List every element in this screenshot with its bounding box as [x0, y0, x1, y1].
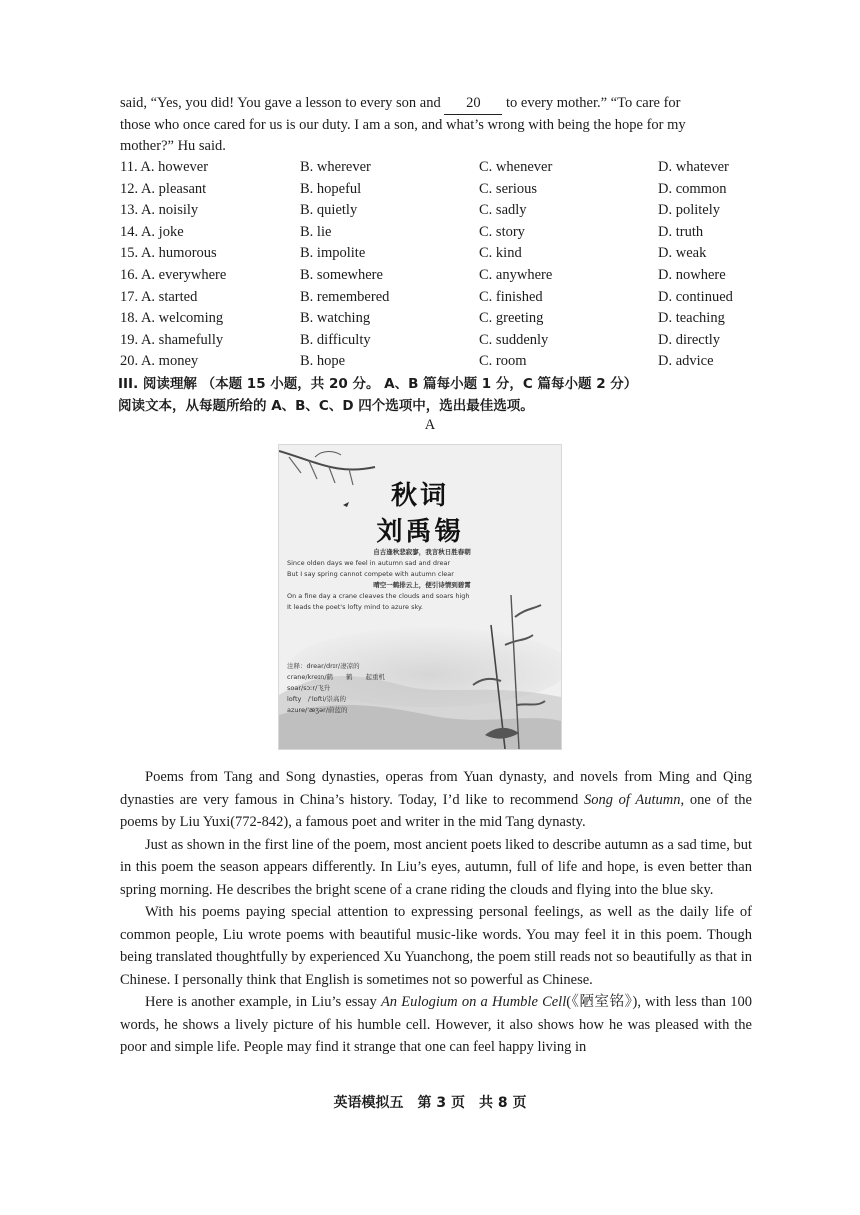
passage-paragraph: Poems from Tang and Song dynasties, operas from Yuan dynasty, and novels from Ming and Qing dynasties are very famous in China’s history. Today, I’d like to recommend Song of Autumn, one of the poems by Liu Yuxi(772-842), a famous poet and writer in the mid Tang dynasty. — [120, 769, 752, 830]
option-a: 12. A. pleasant — [120, 180, 207, 197]
section-heading: III. 阅读理解 （本题 15 小题，共 20 分。 A、B 篇每小题 1 分，C 篇每小题 2 分） — [118, 376, 638, 392]
option-a: 18. A. welcoming — [120, 310, 224, 327]
option-d: D. politely — [658, 202, 721, 219]
passage-paragraph: Just as shown in the first line of the poem, most ancient poets liked to describe autumn as a sad time, but in this poem the season appears differently. In Liu’s eyes, autumn, full of life and hope, is even better than spring morning. He describes the bright scene of a crane riding the clouds and flying into the blue sky. — [120, 836, 752, 898]
option-row — [120, 265, 760, 287]
poem-note: crane/kreɪn/鹤 鹤 起重机 — [287, 673, 386, 681]
option-c: C. serious — [479, 180, 537, 197]
cloze-options — [120, 157, 760, 373]
intro-line-3: mother?” Hu said. — [120, 138, 226, 154]
option-row — [120, 222, 760, 244]
option-d: D. common — [658, 180, 727, 197]
option-b: B. watching — [300, 310, 371, 327]
option-row — [120, 200, 760, 222]
option-row — [120, 330, 760, 352]
option-a: 14. A. joke — [120, 223, 184, 240]
option-d: D. teaching — [658, 310, 725, 327]
option-row — [120, 287, 760, 309]
option-a: 16. A. everywhere — [120, 266, 227, 283]
option-a: 11. A. however — [120, 159, 209, 175]
option-a: 13. A. noisily — [120, 202, 199, 219]
option-d: D. weak — [658, 245, 707, 262]
cloze-passage-end — [120, 93, 740, 157]
blank-20: 20 — [444, 93, 502, 115]
option-row — [120, 157, 760, 179]
section-instruction: 阅读文本，从每题所给的 A、B、C、D 四个选项中，选出最佳选项。 — [118, 398, 534, 414]
option-a: 15. A. humorous — [120, 245, 217, 262]
option-row — [120, 351, 760, 373]
poem-note: azure/ˈæʒər/蔚蓝的 — [287, 706, 348, 714]
option-c: C. anywhere — [479, 266, 553, 283]
option-c: C. suddenly — [479, 331, 549, 348]
poem-author: 刘禹锡 — [376, 517, 464, 547]
poem-line: Since olden days we feel in autumn sad and drear — [287, 559, 451, 567]
option-d: D. whatever — [658, 159, 729, 175]
reading-passage — [120, 766, 752, 1059]
option-row — [120, 308, 760, 330]
poem-line: It leads the poet's lofty mind to azure sky. — [287, 603, 423, 611]
poem-line: On a fine day a crane cleaves the clouds and soars high — [287, 592, 470, 600]
poem-note: 注释：drear/drɪr/凄凉的 — [287, 662, 360, 670]
poem-notes — [287, 661, 487, 716]
option-c: C. sadly — [479, 202, 527, 219]
option-c: C. greeting — [479, 310, 544, 327]
option-b: B. lie — [300, 223, 332, 240]
option-d: D. advice — [658, 353, 714, 370]
option-c: C. room — [479, 353, 527, 370]
option-b: B. difficulty — [300, 331, 371, 348]
option-c: C. story — [479, 223, 525, 240]
option-b: B. hopeful — [300, 180, 362, 197]
poem-name: Song of Autumn — [583, 791, 681, 808]
option-d: D. continued — [658, 288, 733, 305]
passage-paragraph: Here is another example, in Liu’s essay An Eulogium on a Humble Cell(《陋室铭》), with less than 100 words, he shows a lively picture of his humble cell. However, it also shows how he was pleased with the poor and simple life. People may find it strange that one can feel happy living in — [120, 994, 752, 1055]
poem-note: soar/sɔːr/飞升 — [287, 684, 331, 692]
intro-line-1: said, “Yes, you did! You gave a lesson to every son and 20 to every mother.” “To care for — [120, 93, 740, 115]
option-a: 19. A. shamefully — [120, 331, 224, 348]
intro-line-2: those who once cared for us is our duty. I am a son, and what’s wrong with being the hope for my — [120, 117, 686, 133]
option-b: B. quietly — [300, 202, 358, 219]
poem-title: 秋词 — [390, 481, 449, 511]
section-letter: A — [424, 417, 436, 433]
option-c: C. kind — [479, 245, 522, 262]
option-d: D. nowhere — [658, 266, 726, 283]
poem-text — [287, 547, 557, 613]
option-a: 17. A. started — [120, 288, 198, 305]
poem-line: But I say spring cannot compete with autumn clear — [287, 570, 454, 578]
option-b: B. impolite — [300, 245, 366, 262]
option-b: B. somewhere — [300, 266, 383, 283]
page-footer: 英语模拟五 第 3 页 共 8 页 — [333, 1095, 527, 1111]
option-c: C. whenever — [479, 159, 553, 175]
option-row — [120, 179, 760, 201]
poem-note: lofty /ˈlɒfti/崇高的 — [287, 695, 346, 703]
option-d: D. directly — [658, 331, 721, 348]
poem-image — [278, 444, 562, 750]
essay-name: An Eulogium on a Humble Cell — [380, 994, 567, 1010]
option-b: B. remembered — [300, 288, 390, 305]
poem-line: 晴空一鹤排云上，便引诗情到碧霄 — [373, 581, 471, 589]
option-b: B. wherever — [300, 159, 371, 175]
poem-line: 自古逢秋悲寂寥，我言秋日胜春朝 — [373, 548, 471, 556]
option-c: C. finished — [479, 288, 543, 305]
option-b: B. hope — [300, 353, 346, 370]
passage-paragraph: With his poems paying special attention to expressing personal feelings, as well as the daily life of common people, Liu wrote poems with beautiful music-like words. You may feel it in this poem. Though being translated thoughtfully by experienced Xu Yuanchong, the poem still reads not so beautifully as that in Chinese. I personally think that English is sometimes not so powerful as Chinese. — [120, 904, 752, 988]
option-d: D. truth — [658, 223, 704, 240]
option-a: 20. A. money — [120, 353, 199, 370]
option-row — [120, 243, 760, 265]
